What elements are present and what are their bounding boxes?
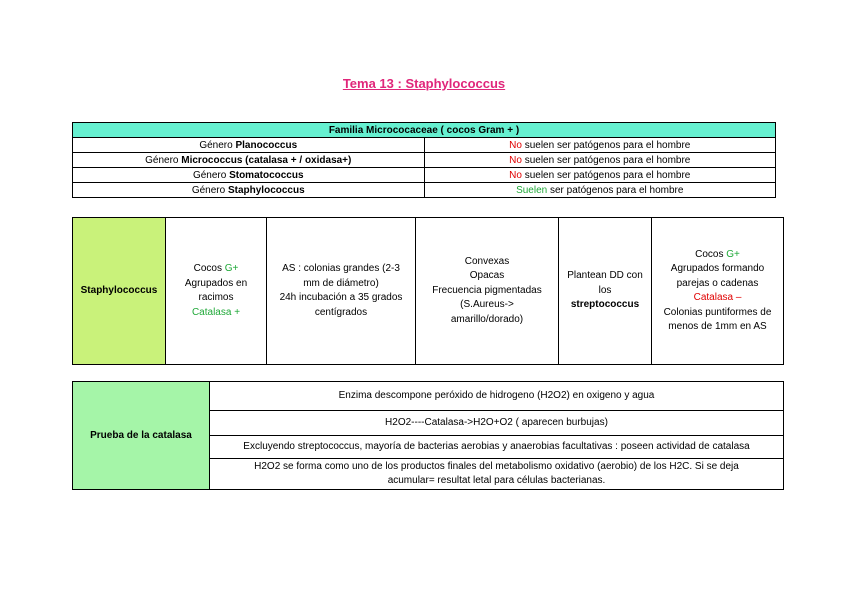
familia-table <box>72 122 776 198</box>
genus-cell: Género Staphylococcus <box>73 183 425 198</box>
catalasa-table <box>72 381 784 490</box>
pathogen-cell: No suelen ser patógenos para el hombre <box>424 138 776 153</box>
page-title: Tema 13 : Staphylococcus <box>342 76 506 91</box>
catalasa-label: Prueba de la catalasa <box>73 382 210 490</box>
table-row <box>73 153 776 168</box>
pathogen-cell: No suelen ser patógenos para el hombre <box>424 168 776 183</box>
genus-cell: Género Planococcus <box>73 138 425 153</box>
streptococcus-cell: Cocos G+ Agrupados formando parejas o cadenas Catalasa – Colonias puntiformes de menos de 1mm en AS <box>652 218 784 365</box>
culture-cell: AS : colonias grandes (2-3 mm de diámetro) 24h incubación a 35 grados centígrados <box>267 218 416 365</box>
familia-header: Familia Micrococaceae ( cocos Gram + ) <box>73 123 776 138</box>
table-row <box>73 382 784 411</box>
catalasa-row-2: H2O2----Catalasa->H2O+O2 ( aparecen burbujas) <box>210 411 784 436</box>
pathogen-cell: No suelen ser patógenos para el hombre <box>424 153 776 168</box>
table-row <box>73 218 784 365</box>
catalasa-row-4: H2O2 se forma como uno de los productos finales del metabolismo oxidativo (aerobio) de los H2C. Si se deja acumular= resultat letal para células bacterianas. <box>210 459 784 490</box>
genus-cell: Género Stomatococcus <box>73 168 425 183</box>
colonies-cell: Convexas Opacas Frecuencia pigmentadas (S.Aureus-> amarillo/dorado) <box>416 218 559 365</box>
catalasa-row-3: Excluyendo streptococcus, mayoría de bacterias aerobias y anaerobias facultativas : poseen actividad de catalasa <box>210 436 784 459</box>
staphylococcus-label: Staphylococcus <box>73 218 166 365</box>
staphylococcus-table <box>72 217 784 365</box>
genus-cell: Género Micrococcus (catalasa + / oxidasa+) <box>73 153 425 168</box>
table-row <box>73 138 776 153</box>
catalasa-row-1: Enzima descompone peróxido de hidrogeno (H2O2) en oxigeno y agua <box>210 382 784 411</box>
table-row <box>73 168 776 183</box>
differential-cell: Plantean DD con los streptococcus <box>559 218 652 365</box>
table-row <box>73 183 776 198</box>
morphology-cell: Cocos G+ Agrupados en racimos Catalasa + <box>166 218 267 365</box>
pathogen-cell: Suelen ser patógenos para el hombre <box>424 183 776 198</box>
